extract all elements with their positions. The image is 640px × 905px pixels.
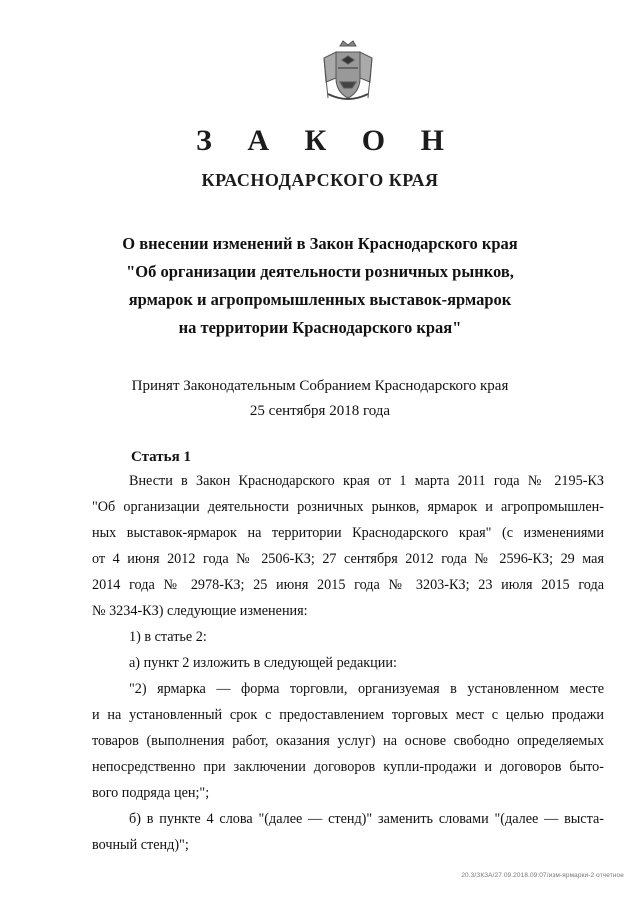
body-line: 2014 года № 2978-КЗ; 25 июня 2015 года № 3203-КЗ; 23 июля 2015 года bbox=[92, 577, 604, 593]
body-line: вочный стенд)"; bbox=[92, 837, 189, 853]
article-title: Статья 1 bbox=[131, 449, 191, 465]
body-line: непосредственно при заключении договоров купли-продажи и договоров быто- bbox=[92, 759, 604, 775]
body-line: ных выставок-ярмарок на территории Краснодарского края" (с изменениями bbox=[92, 525, 604, 541]
heading-line: ярмарок и агропромышленных выставок-ярмарок bbox=[128, 290, 512, 309]
body-line: товаров (выполнения работ, оказания услуг) на основе свободно определяемых bbox=[92, 733, 604, 749]
body-line: от 4 июня 2012 года № 2506-КЗ; 27 сентября 2012 года № 2596-КЗ; 29 мая bbox=[92, 551, 604, 567]
footer-note: 20.3/ЗКЗА/27.09.2018.09:07/изм-ярмарки-2 отчетное bbox=[461, 872, 624, 879]
body-line: вого подряда цен;"; bbox=[92, 785, 210, 801]
body-line: "2) ярмарка — форма торговли, организуемая в установленном месте bbox=[129, 681, 604, 697]
adoption-note bbox=[0, 374, 640, 424]
body-line: Внести в Закон Краснодарского края от 1 марта 2011 года № 2195-КЗ bbox=[129, 473, 604, 489]
adoption-date: 25 сентября 2018 года bbox=[249, 403, 391, 419]
law-title: З А К О Н bbox=[196, 124, 458, 157]
adoption-line: Принят Законодательным Собранием Краснодарского края bbox=[131, 378, 509, 394]
body-line: № 3234-КЗ) следующие изменения: bbox=[92, 603, 308, 619]
body-line: 1) в статье 2: bbox=[129, 629, 207, 645]
body-line: "Об организации деятельности розничных рынков, ярмарок и агропромышлен- bbox=[92, 499, 604, 515]
krasnodar-coat-of-arms-icon bbox=[314, 38, 382, 106]
heading-line: на территории Краснодарского края" bbox=[178, 318, 462, 337]
law-heading bbox=[0, 230, 640, 342]
body-line: и на установленный срок с предоставлением торговых мест с целью продажи bbox=[92, 707, 604, 723]
article-body bbox=[92, 468, 604, 858]
heading-line: "Об организации деятельности розничных рынков, bbox=[126, 262, 514, 281]
body-line: б) в пункте 4 слова "(далее — стенд)" заменить словами "(далее — выста- bbox=[129, 811, 604, 827]
body-line: а) пункт 2 изложить в следующей редакции: bbox=[129, 655, 397, 671]
heading-line: О внесении изменений в Закон Краснодарского края bbox=[122, 234, 518, 253]
law-subtitle: КРАСНОДАРСКОГО КРАЯ bbox=[201, 170, 439, 190]
